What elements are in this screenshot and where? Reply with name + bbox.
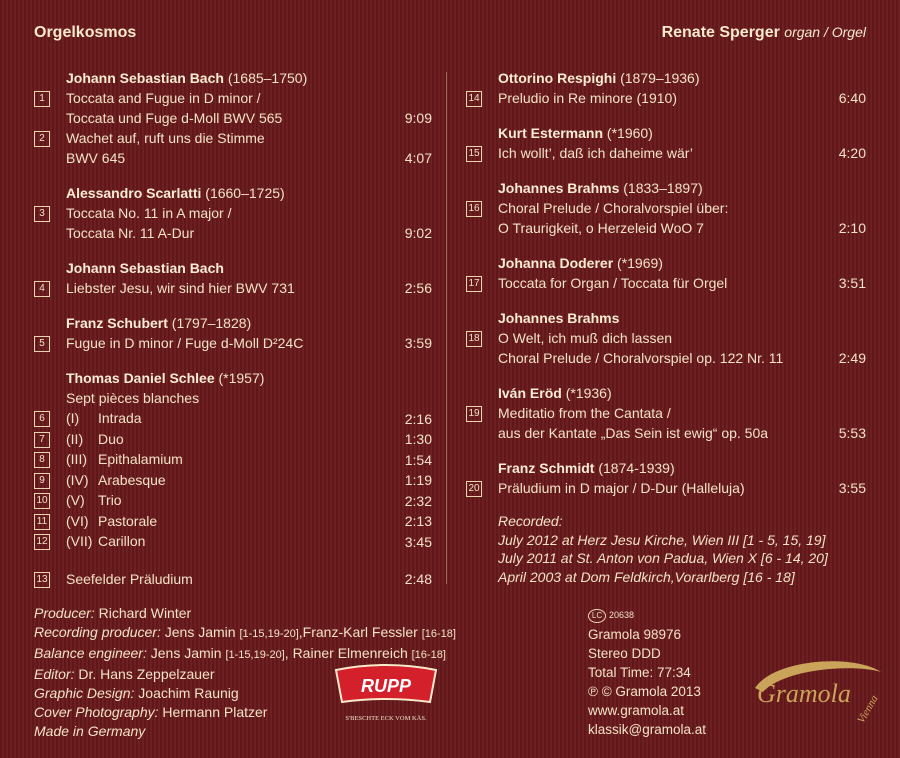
composer-heading: Franz Schubert (1797–1828) [66, 315, 252, 331]
rupp-tagline: S'BESCHTE ECK VOM KÄS. [345, 715, 427, 722]
composer-heading: Johann Sebastian Bach (1685–1750) [66, 70, 308, 86]
composer-heading: Kurt Estermann (*1960) [498, 125, 653, 141]
credit-photography: Cover Photography: Hermann Platzer [34, 704, 268, 720]
email-link[interactable]: klassik@gramola.at [588, 722, 706, 737]
track-15: 15 Ich wollt’, daß ich daheime wär’ 4:20 [466, 143, 866, 163]
credit-design: Graphic Design: Joachim Raunig [34, 685, 239, 701]
track-7: 7 (II) Duo 1:30 [34, 429, 432, 450]
movement-numeral: (VI) [66, 512, 89, 529]
rupp-logo [332, 660, 440, 728]
recorded-line: July 2011 at St. Anton von Padua, Wien X [6 - 14, 20] [498, 550, 828, 566]
website-link[interactable]: www.gramola.at [588, 703, 685, 718]
track-13: 13 Seefelder Präludium 2:48 [34, 569, 432, 589]
gramola-sub: Vienna [855, 693, 881, 726]
track-4: 4 Liebster Jesu, wir sind hier BWV 731 2:56 [34, 278, 432, 298]
track-17: 17 Toccata for Organ / Toccata für Orgel 3:51 [466, 273, 866, 293]
track-19: 19 Meditatio from the Cantata / aus der Kantate „Das Sein ist ewig“ op. 50a 5:53 [466, 403, 866, 443]
composer-heading: Iván Eröd (*1936) [498, 385, 612, 401]
track-8: 8 (III) Epithalamium 1:54 [34, 449, 432, 470]
gramola-logo [745, 650, 885, 730]
work-title: Sept pièces blanches [66, 390, 200, 406]
track-2: 2 Wachet auf, ruft uns die Stimme BWV 645 4:07 [34, 128, 432, 168]
credit-balance-engineer: Balance engineer: Jens Jamin [1-15,19-20], Rainer Elmenreich [16-18] [34, 645, 446, 661]
artist-role: organ / Orgel [784, 24, 866, 40]
album-title: Orgelkosmos [34, 24, 137, 41]
recorded-line: July 2012 at Herz Jesu Kirche, Wien III [1 - 5, 15, 19] [498, 531, 826, 548]
track-14: 14 Preludio in Re minore (1910) 6:40 [466, 88, 866, 108]
track-9: 9 (IV) Arabesque 1:19 [34, 470, 432, 491]
track-18: 18 O Welt, ich muß dich lassen Choral Prelude / Choralvorspiel op. 122 Nr. 11 2:49 [466, 328, 866, 368]
composer-heading: Franz Schmidt (1874-1939) [498, 460, 675, 476]
track-1: 1 Toccata and Fugue in D minor / Toccata und Fuge d-Moll BWV 565 9:09 [34, 88, 432, 128]
movement-numeral: (III) [66, 451, 87, 467]
composer-heading: Johannes Brahms [498, 310, 620, 326]
track-10: 10 (V) Trio 2:32 [34, 490, 432, 511]
composer-heading: Alessandro Scarlatti (1660–1725) [66, 185, 285, 201]
track-3: 3 Toccata No. 11 in A major / Toccata Nr. 11 A-Dur 9:02 [34, 203, 432, 243]
catalog-number: Gramola 98976 [588, 627, 682, 642]
artist-header [662, 24, 866, 42]
composer-heading: Johannes Brahms (1833–1897) [498, 180, 703, 196]
track-20: 20 Präludium in D major / D-Dur (Halleluja) 3:55 [466, 478, 866, 498]
made-in: Made in Germany [34, 723, 146, 739]
movement-numeral: (I) [66, 410, 80, 426]
lc-logo-icon: LC [588, 609, 606, 623]
credit-recording-producer: Recording producer: Jens Jamin [1-15,19-20],Franz-Karl Fessler [16-18] [34, 624, 456, 640]
rupp-wordmark: RUPP [360, 676, 412, 696]
movement-numeral: (II) [66, 430, 84, 447]
track-6: 6 (I) Intrada 2:16 [34, 408, 432, 429]
tracklist-right [466, 60, 866, 498]
composer-heading: Thomas Daniel Schlee (*1957) [66, 370, 265, 386]
composer-heading: Ottorino Respighi (1879–1936) [498, 70, 700, 86]
column-divider [446, 72, 447, 584]
total-time: Total Time: 77:34 [588, 665, 691, 680]
release-info [588, 604, 706, 739]
credit-editor: Editor: Dr. Hans Zeppelzauer [34, 666, 215, 682]
track-11: 11 (VI) Pastorale 2:13 [34, 511, 432, 532]
copyright: ℗ © Gramola 2013 [588, 684, 701, 699]
label-code: LC 20638 [588, 604, 706, 625]
recorded-label: Recorded: [498, 513, 563, 529]
track-5: 5 Fugue in D minor / Fuge d-Moll D²24C 3:59 [34, 333, 432, 353]
credit-producer: Producer: Richard Winter [34, 605, 192, 621]
recording-info [498, 512, 828, 586]
audio-format: Stereo DDD [588, 646, 661, 661]
track-16: 16 Choral Prelude / Choralvorspiel über: O Traurigkeit, o Herzeleid WoO 7 2:10 [466, 198, 866, 238]
movement-numeral: (IV) [66, 471, 89, 488]
gramola-wordmark: Gramola [757, 679, 851, 708]
tracklist-left [34, 60, 432, 589]
movement-numeral: (VII) [66, 533, 93, 549]
composer-heading: Johanna Doderer (*1969) [498, 255, 663, 271]
composer-heading: Johann Sebastian Bach [66, 260, 224, 276]
movement-list [34, 408, 432, 552]
recorded-line: April 2003 at Dom Feldkirch,Vorarlberg [16 - 18] [498, 568, 795, 585]
movement-numeral: (V) [66, 492, 85, 508]
artist-name: Renate Sperger [661, 24, 780, 41]
track-12: 12 (VII) Carillon 3:45 [34, 531, 432, 552]
